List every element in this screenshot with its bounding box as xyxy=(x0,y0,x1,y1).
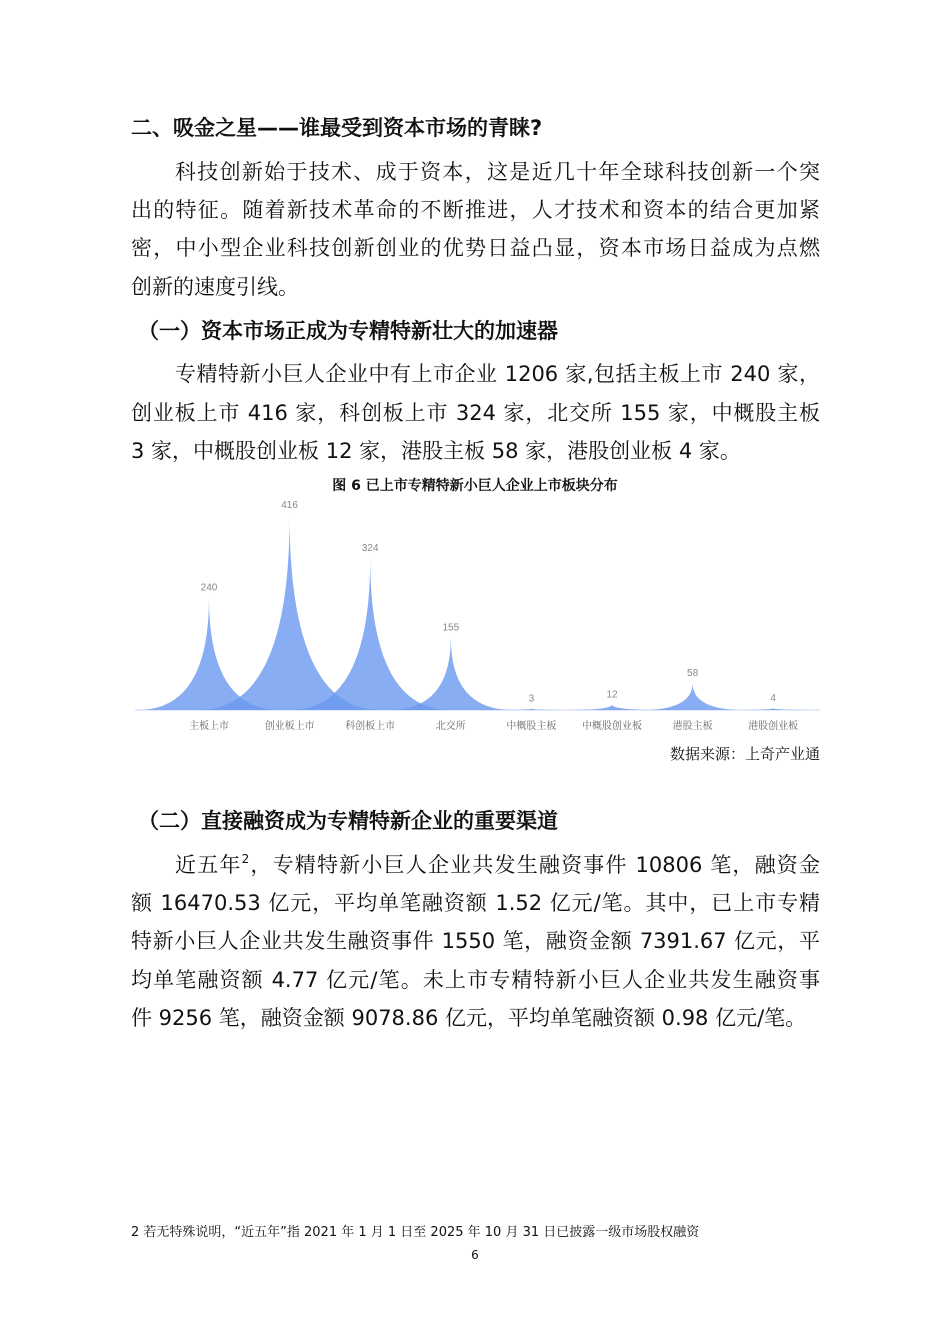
paragraph-line: 专精特新小巨人企业中有上市企业 1206 家,包括主板上市 240 家， xyxy=(175,362,820,386)
value-label: 416 xyxy=(281,500,298,511)
category-label: 北交所 xyxy=(435,721,466,732)
paragraph-line: 创业板上市 416 家，科创板上市 324 家，北交所 155 家，中概股主板 xyxy=(131,401,820,425)
paragraph-line: 出的特征。随着新技术革命的不断推进，人才技术和资本的结合更加紧 xyxy=(131,198,820,222)
value-label: 12 xyxy=(606,689,618,701)
paragraph-line: 创新的速度引线。 xyxy=(131,275,299,299)
page-number: 6 xyxy=(471,1248,479,1262)
paragraph-line: 额 16470.53 亿元，平均单笔融资额 1.52 亿元/笔。其中，已上市专精 xyxy=(131,891,820,915)
paragraph-line: 3 家，中概股创业板 12 家，港股主板 58 家，港股创业板 4 家。 xyxy=(131,439,741,463)
subheading-1: （一）资本市场正成为专精特新壮大的加速器 xyxy=(138,319,558,343)
data-source: 数据来源：上奇产业通 xyxy=(669,745,820,763)
chart-title: 图 6 已上市专精特新小巨人企业上市板块分布 xyxy=(332,478,618,494)
value-label: 240 xyxy=(200,582,218,594)
category-label: 中概股创业板 xyxy=(582,721,642,732)
category-label: 科创板上市 xyxy=(345,721,396,732)
text: ，专精特新小巨人企业共发生融资事件 10806 笔，融资金 xyxy=(249,853,820,877)
paragraph-line: 均单笔融资额 4.77 亿元/笔。未上市专精特新小巨人企业共发生融资事 xyxy=(131,968,820,992)
area-peak-6 xyxy=(641,683,744,710)
paragraph-line: 特新小巨人企业共发生融资事件 1550 笔，融资金额 7391.67 亿元，平 xyxy=(131,929,820,953)
category-label: 港股创业板 xyxy=(748,721,799,732)
value-label: 324 xyxy=(361,543,379,555)
listing-board-chart xyxy=(0,495,950,740)
category-label: 中概股主板 xyxy=(506,721,557,732)
value-label: 3 xyxy=(528,693,535,705)
paragraph-line: 密，中小型企业科技创新创业的优势日益凸显，资本市场日益成为点燃 xyxy=(131,236,820,260)
value-label: 4 xyxy=(770,693,776,705)
footnote: 2 若无特殊说明，“近五年”指 2021 年 1 月 1 日至 2025 年 10 月 31 日已披露一级市场股权融资 xyxy=(131,1225,700,1240)
category-label: 主板上市 xyxy=(189,721,229,732)
value-label: 155 xyxy=(442,622,460,634)
category-label: 创业板上市 xyxy=(264,721,315,732)
footnote-ref[interactable]: 2 xyxy=(241,852,250,866)
paragraph-line: 科技创新始于技术、成于资本，这是近几十年全球科技创新一个突 xyxy=(175,160,820,184)
section-heading: 二、吸金之星——谁最受到资本市场的青睐? xyxy=(131,116,543,140)
paragraph-line: 件 9256 笔，融资金额 9078.86 亿元，平均单笔融资额 0.98 亿元/笔。 xyxy=(131,1006,807,1030)
category-label: 港股主板 xyxy=(672,721,713,732)
text: 近五年 xyxy=(175,853,242,877)
subheading-2: （二）直接融资成为专精特新企业的重要渠道 xyxy=(138,809,558,833)
area-peak-5 xyxy=(566,704,659,710)
paragraph-line xyxy=(131,850,820,880)
value-label: 58 xyxy=(687,667,699,679)
